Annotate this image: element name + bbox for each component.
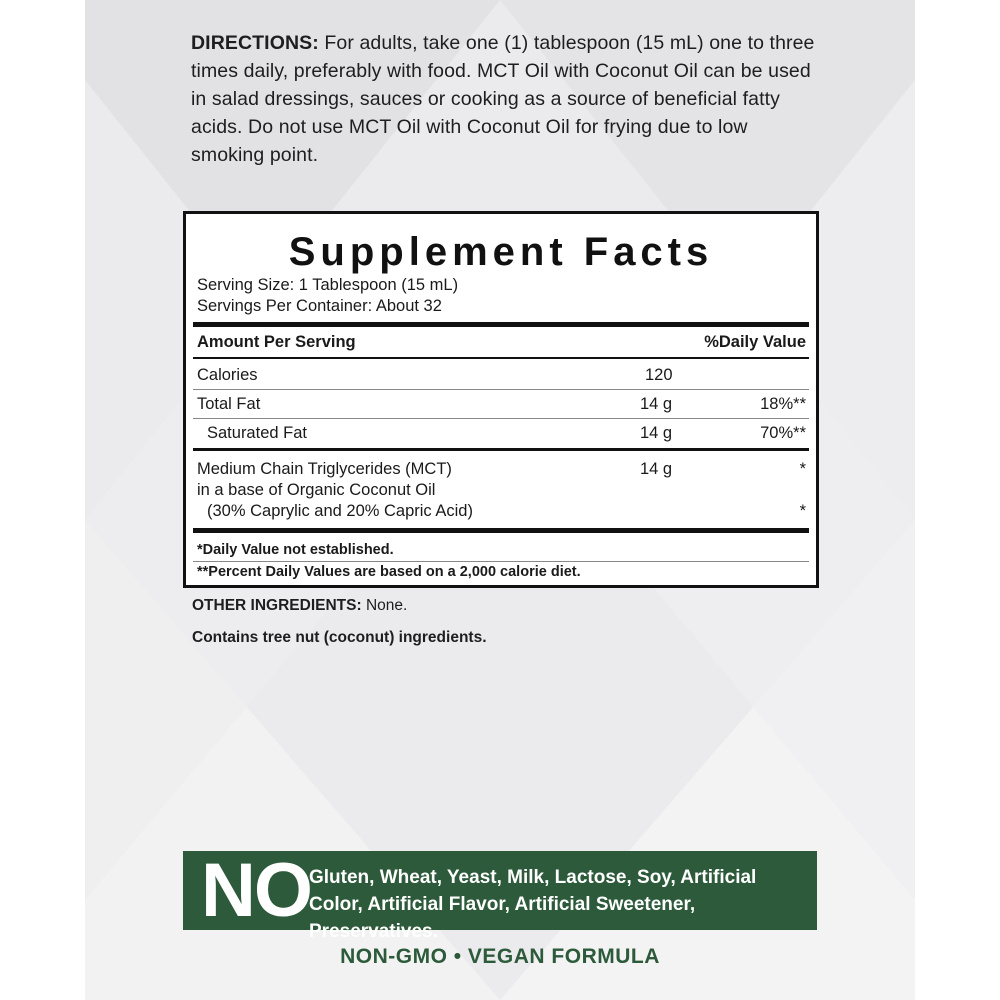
- footnote-divider: [193, 561, 809, 562]
- servings-per-container: Servings Per Container: About 32: [197, 297, 442, 315]
- other-ingredients-label: OTHER INGREDIENTS:: [192, 597, 362, 614]
- header-divider: [193, 357, 809, 359]
- other-ingredients-value: None.: [361, 597, 408, 614]
- other-ingredients: [192, 597, 407, 615]
- footnote-daily-value: *Daily Value not established.: [197, 542, 394, 558]
- facts-title: Supplement Facts: [288, 230, 714, 274]
- thick-divider: [193, 322, 809, 327]
- row-total-fat-amount: 14 g: [640, 395, 673, 413]
- row-saturated-fat-amount: 14 g: [640, 424, 673, 442]
- free-from-list: Gluten, Wheat, Yeast, Milk, Lactose, Soy, Artificial Color, Artificial Flavor, Artificial Sweetener, Preservatives.: [309, 867, 757, 942]
- row-total-fat-dv: 18%**: [760, 395, 806, 413]
- row-mct-name: Medium Chain Triglycerides (MCT): [197, 460, 452, 478]
- row-mct-base: in a base of Organic Coconut Oil: [197, 481, 436, 499]
- row-calories-amount: 120: [645, 366, 673, 384]
- row-mct-amount: 14 g: [640, 460, 673, 478]
- row-total-fat-name: Total Fat: [197, 395, 261, 413]
- footnote-percent-dv: **Percent Daily Values are based on a 2,000 calorie diet.: [197, 564, 581, 580]
- allergen-statement: Contains tree nut (coconut) ingredients.: [192, 629, 487, 646]
- directions-label: DIRECTIONS:: [191, 32, 319, 54]
- section-divider: [193, 448, 809, 451]
- free-from-banner: [183, 848, 817, 942]
- no-label: NO: [201, 848, 311, 933]
- tagline: NON-GMO • VEGAN FORMULA: [340, 945, 660, 968]
- row-mct-dv: *: [799, 460, 806, 478]
- row-saturated-fat-dv: 70%**: [760, 424, 806, 442]
- thick-divider: [193, 528, 809, 533]
- row-calories-name: Calories: [197, 366, 258, 384]
- amount-per-serving-header: Amount Per Serving: [197, 333, 356, 351]
- daily-value-header: %Daily Value: [704, 333, 806, 351]
- supplement-facts-panel: [183, 211, 819, 588]
- serving-size: Serving Size: 1 Tablespoon (15 mL): [197, 276, 459, 294]
- directions-body: For adults, take one (1) tablespoon (15 mL) one to three times daily, preferably with food. MCT Oil with Coconut Oil can be used in salad dressings, sauces or cooking as a source of beneficial fatty acids. Do not use MCT Oil with Coconut Oil for frying due to low smoking point.: [191, 32, 815, 166]
- row-saturated-fat-name: Saturated Fat: [207, 424, 307, 442]
- row-mct-acids: (30% Caprylic and 20% Capric Acid): [207, 502, 473, 520]
- directions-text: [191, 29, 821, 169]
- row-divider: [193, 418, 809, 419]
- row-divider: [193, 389, 809, 390]
- row-mct-acids-dv: *: [799, 502, 806, 520]
